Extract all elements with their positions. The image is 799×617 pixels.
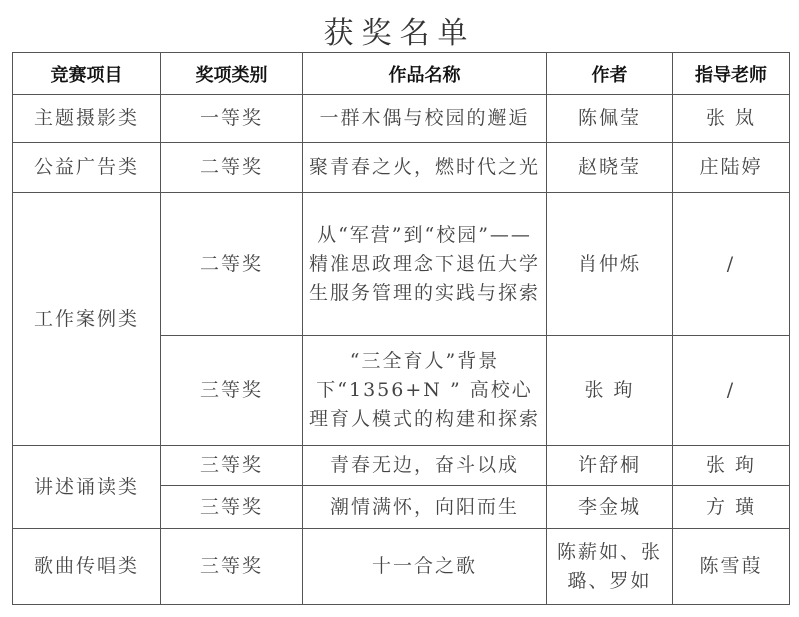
cell-advisor: 陈雪葭 [673,529,790,605]
cell-author: 陈佩莹 [547,95,673,143]
cell-author: 李金城 [547,486,673,529]
table-row [13,143,790,193]
cell-work: 十一合之歌 [303,529,547,605]
table-row [13,95,790,143]
header-work: 作品名称 [303,53,547,95]
cell-work: 潮情满怀，向阳而生 [303,486,547,529]
cell-work: 青春无边，奋斗以成 [303,446,547,486]
table-row [13,193,790,336]
table-row [13,446,790,486]
cell-award: 三等奖 [161,336,303,446]
header-category: 竞赛项目 [13,53,161,95]
cell-category: 讲述诵读类 [13,446,161,529]
cell-category: 工作案例类 [13,193,161,446]
cell-advisor: / [673,193,790,336]
cell-award: 三等奖 [161,486,303,529]
cell-work: 一群木偶与校园的邂逅 [303,95,547,143]
cell-award: 二等奖 [161,193,303,336]
table-row [13,529,790,605]
header-advisor: 指导老师 [673,53,790,95]
cell-category: 歌曲传唱类 [13,529,161,605]
cell-work: “三全育人”背景下“1356+N ” 高校心理育人模式的构建和探索 [303,336,547,446]
cell-advisor: 张 珣 [673,446,790,486]
header-award: 奖项类别 [161,53,303,95]
cell-author: 赵晓莹 [547,143,673,193]
cell-work: 聚青春之火，燃时代之光 [303,143,547,193]
cell-category: 主题摄影类 [13,95,161,143]
award-table [12,52,790,605]
header-author: 作者 [547,53,673,95]
cell-category: 公益广告类 [13,143,161,193]
cell-advisor: 张 岚 [673,95,790,143]
cell-advisor: 庄陆婷 [673,143,790,193]
cell-award: 三等奖 [161,446,303,486]
cell-author: 肖仲烁 [547,193,673,336]
cell-advisor: / [673,336,790,446]
header-row [13,53,790,95]
page-title: 获奖名单 [323,16,476,51]
cell-award: 二等奖 [161,143,303,193]
cell-author: 陈薪如、张璐、罗如 [547,529,673,605]
cell-advisor: 方 璜 [673,486,790,529]
cell-work: 从“军营”到“校园”——精准思政理念下退伍大学生服务管理的实践与探索 [303,193,547,336]
cell-author: 许舒桐 [547,446,673,486]
cell-award: 一等奖 [161,95,303,143]
cell-award: 三等奖 [161,529,303,605]
cell-author: 张 珣 [547,336,673,446]
